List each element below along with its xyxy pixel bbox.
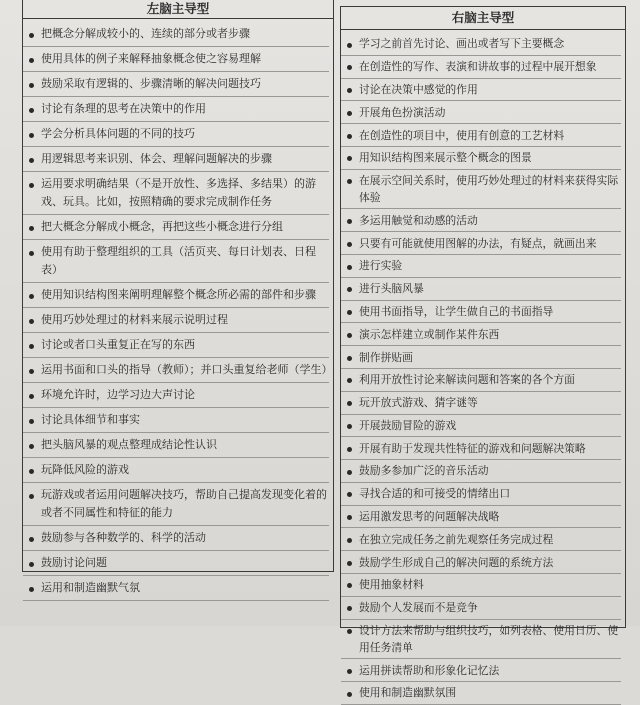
list-item [23,240,329,283]
list-item [341,33,621,56]
list-item-text: 鼓励学生形成自己的解决问题的系统方法 [359,555,554,569]
bullet-icon [347,606,352,611]
list-item-text: 运用和制造幽默气氛 [41,581,140,594]
list-item-text: 玩降低风险的游戏 [41,463,129,476]
bullet-icon [347,88,352,93]
bullet-icon [347,43,352,48]
list-item [23,358,333,383]
list-item-text: 进行实验 [359,259,403,273]
list-item-text: 把概念分解成较小的、连续的部分或者步骤 [41,27,250,40]
list-item-text: 运用激发思考的问题解决战略 [359,510,500,524]
bullet-icon [347,538,352,543]
bullet-icon [29,108,34,113]
right-column-title: 右脑主导型 [341,7,625,30]
list-item-text: 鼓励参与各种数学的、科学的活动 [41,531,206,544]
bullet-icon [29,133,34,138]
list-item-text: 鼓励个人发展而不是竞争 [359,601,478,615]
bullet-icon [347,424,352,429]
list-item [23,458,329,483]
list-item-text: 把头脑风暴的观点整理成结论性认识 [41,438,217,451]
list-item [341,551,621,574]
list-item-text: 鼓励讨论问题 [41,556,107,569]
bullet-icon [347,692,352,697]
list-item-text: 讨论在决策中感觉的作用 [359,82,478,96]
list-item [341,301,621,324]
list-item-text: 使用巧妙处理过的材料来展示说明过程 [41,313,228,326]
bullet-icon [29,251,34,256]
list-item-text: 使用知识结构图来阐明理解整个概念所必需的部件和步骤 [41,288,316,301]
bullet-icon [347,219,352,224]
list-item-text: 讨论或者口头重复正在写的东西 [41,338,195,351]
bullet-icon [347,629,352,634]
list-item-text: 演示怎样建立或制作某件东西 [359,327,500,341]
list-item-text: 用知识结构图来展示整个概念的图景 [359,151,532,165]
bullet-icon [29,562,34,567]
bullet-icon [347,134,352,139]
list-item-text: 把大概念分解成小概念，再把这些小概念进行分组 [41,220,283,233]
list-item [341,597,621,620]
list-item-text: 鼓励多参加广泛的音乐活动 [359,464,489,478]
bullet-icon [347,265,352,270]
list-item [23,333,329,358]
list-item [23,408,329,433]
left-column-title: 左脑主导型 [23,0,333,19]
list-item [341,170,621,210]
list-item-text: 使用抽象材料 [359,578,424,592]
left-brain-list [23,22,333,601]
list-item-text: 用逻辑思考来识别、体会、理解问题解决的步骤 [41,152,272,165]
list-item [341,620,621,660]
bullet-icon [347,470,352,475]
list-item [341,56,621,79]
list-item-text: 讨论有条理的思考在决策中的作用 [41,102,206,115]
list-item [23,383,329,408]
bullet-icon [347,310,352,315]
list-item [341,506,621,529]
list-item-text: 开展有助于发现共性特征的游戏和问题解决策略 [359,441,586,455]
bullet-icon [29,444,34,449]
list-item [23,97,329,122]
list-item-text: 鼓励采取有逻辑的、步骤清晰的解决问题技巧 [41,77,261,90]
bullet-icon [347,447,352,452]
list-item [341,574,621,597]
list-item [341,278,621,301]
list-item-text: 在独立完成任务之前先观察任务完成过程 [359,532,554,546]
list-item-text: 学习之前首先讨论、画出或者写下主要概念 [359,37,565,51]
list-item-text: 玩游戏或者运用问题解决技巧，帮助自己提高发现变化着的或者不同属性和特征的能力 [41,488,327,519]
list-item-text: 制作拼贴画 [359,350,413,364]
list-item [341,659,621,682]
list-item-text: 运用要求明确结果（不是开放性、多选择、多结果）的游戏、玩具。比如，按照精确的要求完成制作任务 [41,177,316,208]
list-item [341,346,621,369]
bullet-icon [347,583,352,588]
left-brain-column [22,0,334,594]
list-item [23,147,329,172]
list-item [341,101,621,124]
list-item [341,437,621,460]
bullet-icon [29,369,34,374]
bullet-icon [347,242,352,247]
bullet-icon [347,287,352,292]
list-item [341,483,621,506]
bullet-icon [347,333,352,338]
list-item-text: 运用拼读帮助和形象化记忆法 [359,663,500,677]
bullet-icon [29,587,34,592]
list-item [23,72,329,97]
bullet-icon [347,356,352,361]
bullet-icon [347,156,352,161]
list-item-text: 开展鼓励冒险的游戏 [359,418,457,432]
list-item [23,122,329,147]
list-item [341,124,621,147]
bullet-icon [347,401,352,406]
list-item [341,528,621,551]
list-item [23,433,329,458]
bullet-icon [347,669,352,674]
bullet-icon [29,183,34,188]
list-item [341,209,621,232]
list-item [341,255,621,278]
list-item [341,460,621,483]
bullet-icon [347,515,352,520]
list-item [23,47,329,72]
list-item-text: 只要有可能就使用图解的办法，有疑点，就画出来 [359,236,597,250]
bullet-icon [347,378,352,383]
list-item-text: 学会分析具体问题的不同的技巧 [41,127,195,140]
bullet-icon [347,561,352,566]
list-item-text: 在创造性的项目中，使用有创意的工艺材料 [359,128,565,142]
bullet-icon [29,33,34,38]
bullet-icon [347,179,352,184]
bullet-icon [29,294,34,299]
list-item [23,308,329,333]
list-item [23,483,329,526]
list-item [341,369,621,392]
list-item [341,682,621,705]
list-item [341,392,621,415]
list-item-text: 讨论具体细节和事实 [41,413,140,426]
bullet-icon [29,537,34,542]
bullet-icon [29,319,34,324]
list-item-text: 使用具体的例子来解释抽象概念使之容易理解 [41,52,261,65]
bullet-icon [347,111,352,116]
list-item-text: 玩开放式游戏、猜字谜等 [359,396,478,410]
bullet-icon [29,494,34,499]
list-item-text: 开展角色扮演活动 [359,105,446,119]
bullet-icon [29,419,34,424]
list-item [341,147,621,170]
bullet-icon [347,492,352,497]
list-item [341,415,621,438]
bullet-icon [29,344,34,349]
list-item [23,22,329,47]
bullet-icon [29,394,34,399]
list-item-text: 环境允许时，边学习边大声讨论 [41,388,195,401]
bullet-icon [347,65,352,70]
list-item [341,79,621,102]
list-item-text: 多运用触觉和动感的活动 [359,213,478,227]
list-item [23,526,329,551]
right-brain-list [341,33,625,705]
list-item-text: 在创造性的写作、表演和讲故事的过程中展开想象 [359,60,597,74]
list-item [23,551,329,576]
list-item-text: 寻找合适的和可接受的情绪出口 [359,487,511,501]
list-item-text: 进行头脑风暴 [359,282,424,296]
list-item [23,576,329,601]
list-item [23,172,329,215]
bullet-icon [29,158,34,163]
list-item [23,215,329,240]
list-item [23,283,329,308]
right-brain-column [340,6,626,700]
list-item-text: 使用有助于整理组织的工具（活页夹、每日计划表、日程表） [41,245,316,276]
bullet-icon [29,58,34,63]
list-item-text: 运用书面和口头的指导（教师）；并口头重复给老师（学生） [41,363,333,376]
list-item [341,323,621,346]
list-item-text: 使用和制造幽默氛围 [359,686,457,700]
bullet-icon [29,469,34,474]
list-item-text: 使用书面指导，让学生做自己的书面指导 [359,304,554,318]
bullet-icon [29,226,34,231]
bullet-icon [29,83,34,88]
list-item [341,232,621,255]
list-item-text: 利用开放性讨论来解读问题和答案的各个方面 [359,373,575,387]
list-item-text: 设计方法来帮助与组织技巧，如列表格、使用日历、使用任务清单 [359,623,619,654]
list-item-text: 在展示空间关系时，使用巧妙处理过的材料来获得实际体验 [359,174,619,205]
